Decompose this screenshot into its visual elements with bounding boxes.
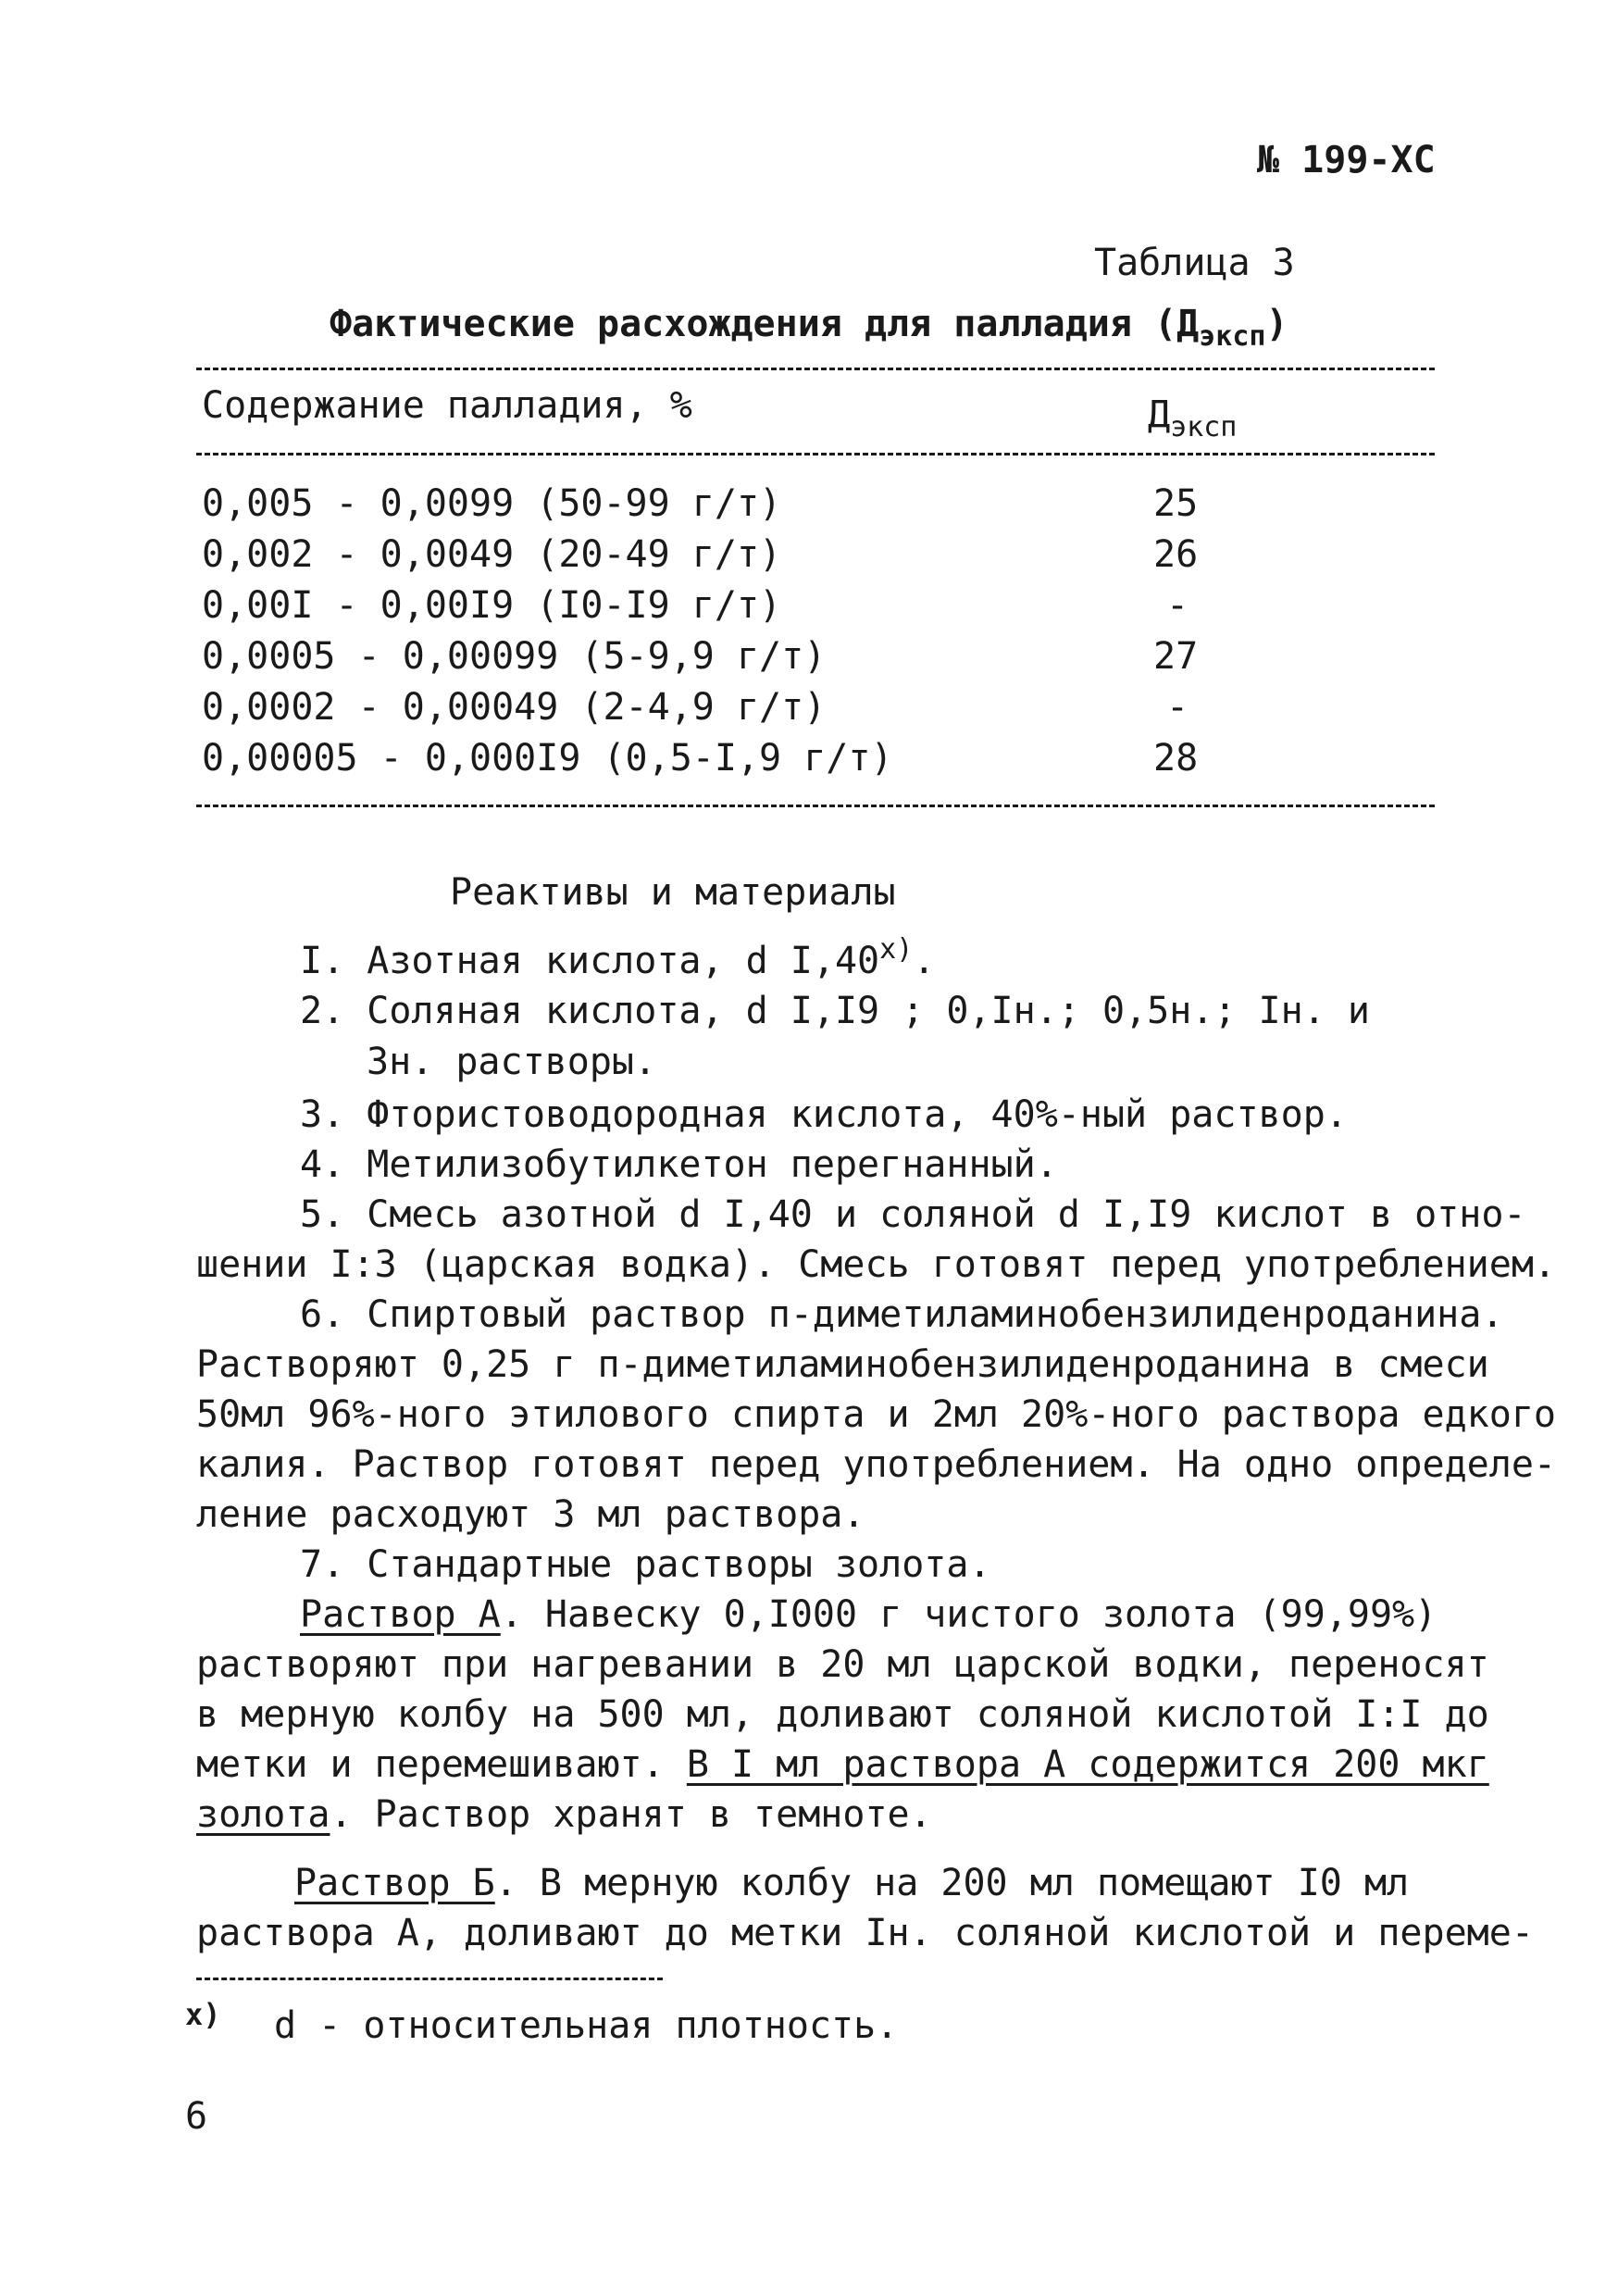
table-row-4-value: 27 — [1153, 635, 1199, 678]
table-row-5-range: 0,0002 - 0,00049 (2-4,9 г/т) — [202, 686, 827, 729]
table-row-6-range: 0,00005 - 0,000I9 (0,5-I,9 г/т) — [202, 737, 893, 780]
solution-a-line-3: в мерную колбу на 500 мл, доливают соляной кислотой I:I до — [196, 1693, 1489, 1736]
footnote-text: d - относительная плотность. — [274, 2004, 899, 2047]
reagent-item-6-line-5: ление расходуют 3 мл раствора. — [196, 1493, 865, 1536]
solution-a-line-5-text: . Раствор хранят в темноте. — [330, 1793, 932, 1836]
reagent-item-6-line-2: Растворяют 0,25 г п-диметиламинобензилиденроданина в смеси — [196, 1343, 1489, 1386]
solution-a-concentration-end: золота — [196, 1793, 330, 1836]
reagent-item-6-line-3: 50мл 96%-ного этилового спирта и 2мл 20%-ного раствора едкого — [196, 1393, 1557, 1436]
solution-a-line-5 — [196, 1793, 932, 1836]
table-row-3-range: 0,00I - 0,00I9 (I0-I9 г/т) — [202, 584, 782, 627]
reagent-item-7: 7. Стандартные растворы золота. — [300, 1543, 991, 1586]
reagent-item-1-end: . — [913, 940, 936, 982]
section-title: Реактивы и материалы — [450, 871, 896, 914]
reagent-item-1-text: I. Азотная кислота, d I,40 — [300, 940, 880, 982]
table-row-2-range: 0,002 - 0,0049 (20-49 г/т) — [202, 533, 782, 576]
table-label: Таблица 3 — [1094, 242, 1295, 284]
solution-a-line-1 — [300, 1593, 1438, 1636]
table-col2-header — [1148, 393, 1238, 443]
solution-a-line-1-text: . Навеску 0,I000 г чистого золота (99,99%) — [500, 1593, 1438, 1636]
table-row-2-value: 26 — [1153, 533, 1199, 576]
table-row-1-range: 0,005 - 0,0099 (50-99 г/т) — [202, 482, 782, 525]
table-top-rule — [196, 368, 1435, 370]
table-col2-header-subscript: эксп — [1170, 411, 1238, 443]
document-number: № 199-ХС — [1257, 139, 1436, 181]
reagent-item-3: 3. Фтористоводородная кислота, 40%-ный раствор. — [300, 1093, 1348, 1136]
reagent-item-5-line-2: шении I:3 (царская водка). Смесь готовят перед употреблением. — [196, 1243, 1557, 1286]
table-col1-header: Содержание палладия, % — [202, 384, 692, 427]
table-header-rule — [196, 453, 1435, 455]
solution-b-line-2: раствора А, доливают до метки Iн. соляной кислотой и переме- — [196, 1912, 1534, 1954]
table-bottom-rule — [196, 805, 1435, 807]
table-caption-close: ) — [1265, 303, 1288, 345]
table-row-4-range: 0,0005 - 0,00099 (5-9,9 г/т) — [202, 635, 827, 678]
solution-a-label: Раствор А — [300, 1593, 501, 1636]
table-row-3-value: - — [1166, 584, 1189, 627]
solution-a-line-4-text: метки и перемешивают. — [196, 1743, 687, 1786]
page-number: 6 — [185, 2095, 208, 2138]
reagent-item-2-line-1: 2. Соляная кислота, d I,I9 ; 0,Iн.; 0,5н.; Iн. и — [300, 990, 1370, 1032]
table-caption — [330, 303, 1288, 353]
reagent-item-6-line-4: калия. Раствор готовят перед употреблением. На одно определе- — [196, 1443, 1557, 1486]
reagent-item-5-line-1: 5. Смесь азотной d I,40 и соляной d I,I9 кислот в отно- — [300, 1193, 1526, 1236]
reagent-item-1 — [300, 933, 936, 982]
reagent-item-4: 4. Метилизобутилкетон перегнанный. — [300, 1143, 1058, 1186]
footnote-rule — [196, 1978, 663, 1980]
solution-b-line-1-text: . В мерную колбу на 200 мл помещают I0 мл — [494, 1862, 1410, 1904]
footnote-marker: x) — [879, 933, 914, 966]
solution-b-line-1 — [294, 1862, 1410, 1904]
solution-a-concentration: В I мл раствора А содержится 200 мкг — [686, 1743, 1489, 1786]
solution-b-label: Раствор Б — [294, 1862, 495, 1904]
table-caption-text: Фактические расхождения для палладия (Д — [330, 303, 1200, 345]
reagent-item-6-line-1: 6. Спиртовый раствор п-диметиламинобензилиденроданина. — [300, 1293, 1504, 1336]
solution-a-line-4 — [196, 1743, 1489, 1786]
table-caption-subscript: эксп — [1199, 320, 1266, 353]
reagent-item-2-line-2: 3н. растворы. — [367, 1041, 657, 1083]
table-row-5-value: - — [1166, 686, 1189, 729]
table-col2-header-text: Д — [1148, 393, 1171, 436]
table-row-1-value: 25 — [1153, 482, 1199, 525]
table-row-6-value: 28 — [1153, 737, 1199, 780]
footnote-mark: x) — [185, 1997, 221, 2032]
solution-a-line-2: растворяют при нагревании в 20 мл царской водки, переносят — [196, 1643, 1489, 1686]
